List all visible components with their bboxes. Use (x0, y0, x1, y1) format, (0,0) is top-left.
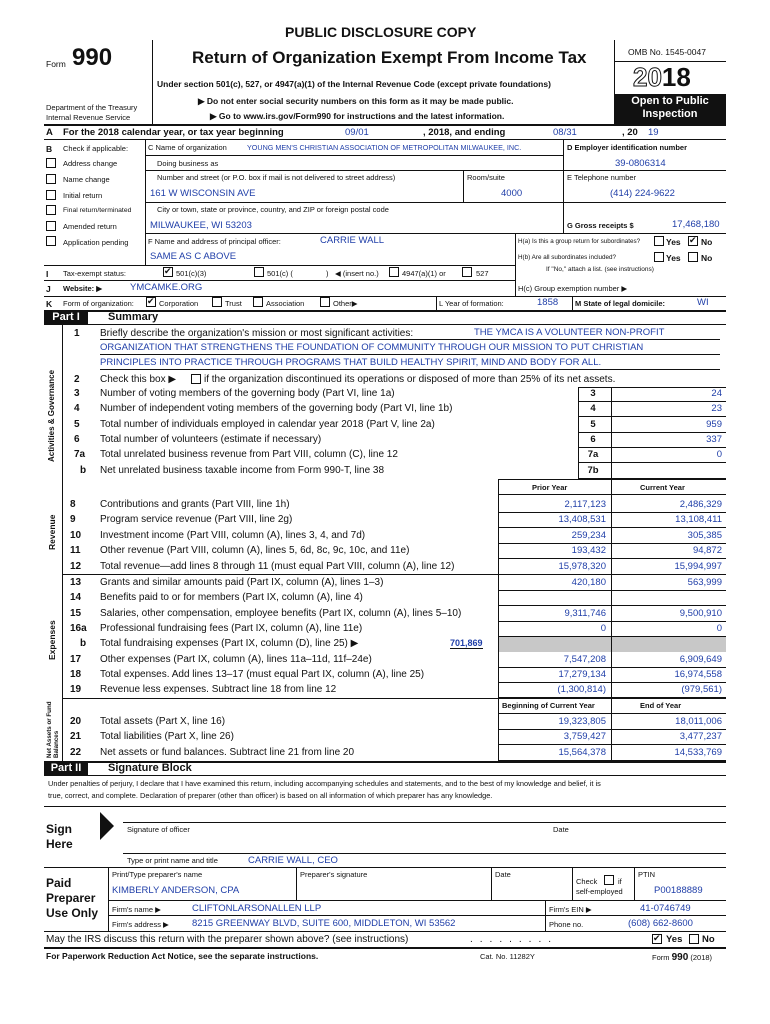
firm-ein[interactable]: 41-0746749 (640, 903, 691, 914)
name-change-label: Name change (63, 175, 110, 184)
expense-row-rule (498, 605, 726, 606)
gov-row-rule (578, 432, 726, 433)
discuss-no-checkbox[interactable] (689, 934, 699, 944)
revenue-row-rule (498, 543, 726, 544)
corporation-checkbox[interactable] (146, 297, 156, 307)
expense-current-value[interactable]: 0 (716, 623, 722, 634)
expense-prior-value[interactable]: 420,180 (571, 577, 606, 588)
expense-current-value[interactable]: 563,999 (687, 577, 722, 588)
expense-line-num: 18 (70, 669, 82, 680)
expense-line-num: 16a (70, 623, 87, 634)
expense-prior-value[interactable]: 0 (600, 623, 606, 634)
501c3-label: 501(c)(3) (176, 269, 207, 278)
city-label: City or town, state or province, country, and ZIP or foreign postal code (157, 205, 389, 214)
line-i-letter: I (46, 269, 49, 279)
footer-form-id: Form 990 (2018) (652, 952, 713, 963)
expense-current-value[interactable]: 9,500,910 (679, 608, 722, 619)
ha-no-label: No (701, 237, 713, 247)
hc-label: H(c) Group exemption number ▶ (518, 284, 628, 293)
gov-box-right-rule (611, 387, 612, 479)
year-outline: 20 (633, 62, 662, 92)
gov-line-box: 5 (590, 419, 596, 430)
hb-no-checkbox[interactable] (688, 252, 698, 262)
phone-no-label: Phone no. (549, 920, 584, 929)
org-name-label: C Name of organization (148, 143, 227, 152)
gov-row-rule (578, 416, 726, 417)
line-a-suffix: , 20 (622, 127, 638, 138)
hb-note: If "No," attach a list. (see instructions) (546, 266, 654, 273)
line16b-shade-prior (499, 637, 611, 652)
revenue-line-label: Contributions and grants (Part VIII, line 1h) (100, 499, 290, 510)
line16b-shade-current (612, 637, 726, 652)
firm-address-label: Firm's address ▶ (112, 920, 169, 929)
room-label: Room/suite (467, 173, 505, 182)
501c-label: 501(c) ( (267, 269, 293, 278)
line-a-mid: , 2018, and ending (423, 127, 506, 138)
initial-return-checkbox[interactable] (46, 190, 56, 200)
gov-line-num: b (80, 465, 87, 476)
gov-row-rule (578, 462, 726, 463)
cat-number: Cat. No. 11282Y (480, 952, 535, 961)
expense-line-num: 15 (70, 608, 82, 619)
gov-line-num: 5 (74, 419, 80, 430)
irs-discuss-question: May the IRS discuss this return with the preparer shown above? (see instructions) (46, 934, 409, 945)
org-name[interactable]: YOUNG MEN'S CHRISTIAN ASSOCIATION OF METROPOLITAN MILWAUKEE, INC. (247, 143, 522, 152)
tax-year-end-year[interactable]: 19 (648, 127, 659, 138)
expense-prior-value[interactable]: 17,279,134 (558, 669, 606, 680)
revenue-row-rule (498, 558, 726, 559)
gross-receipts-label: G Gross receipts $ (567, 221, 634, 230)
gross-receipts-value[interactable]: 17,468,180 (672, 219, 720, 230)
hb-no-label: No (701, 253, 713, 263)
revenue-line-num: 11 (70, 545, 81, 556)
website-value[interactable]: YMCAMKE.ORG (130, 282, 203, 293)
col-prior-year: Prior Year (532, 483, 568, 492)
preparer-phone[interactable]: (608) 662-8600 (628, 918, 693, 929)
expense-line-num: 14 (70, 592, 82, 603)
revenue-line-label: Total revenue—add lines 8 through 11 (must equal Part VIII, column (A), line 12) (100, 561, 455, 572)
net-assets-row-rule (498, 729, 726, 730)
gov-line-label: Total number of volunteers (estimate if necessary) (100, 434, 322, 445)
side-label-governance: Activities & Governance (47, 369, 56, 462)
gov-line-value[interactable]: 23 (711, 403, 722, 414)
line2-text: if the organization discontinued its operations or disposed of more than 25% of its net assets. (204, 374, 616, 385)
net-assets-line-num: 22 (70, 747, 82, 758)
gov-line-box: 7a (587, 449, 599, 460)
self-employed-check-label: Check (576, 877, 598, 886)
principal-officer-address[interactable]: SAME AS C ABOVE (150, 251, 237, 262)
revenue-line-label: Other revenue (Part VIII, column (A), lines 5, 6d, 8c, 9c, 10c, and 11e) (100, 545, 410, 556)
4947-label: 4947(a)(1) or (402, 269, 446, 278)
ha-label: H(a) Is this a group return for subordinates? (518, 238, 641, 245)
section-b-letter: B (46, 144, 53, 154)
year-solid: 18 (661, 62, 691, 92)
self-employed-checkbox[interactable] (604, 875, 614, 885)
final-return-label: Final return/terminated (63, 207, 132, 214)
street-label: Number and street (or P.O. box if mail is not delivered to street address) (157, 173, 396, 182)
revenue-prior-value[interactable]: 193,432 (571, 545, 606, 556)
line-a-label: For the 2018 calendar year, or tax year beginning (63, 127, 284, 138)
expense-line-label: Total fundraising expenses (Part IX, column (D), line 25) ▶ (100, 638, 359, 649)
final-return-checkbox[interactable] (46, 205, 56, 215)
other-label: Other▶ (333, 299, 358, 308)
officer-name-title[interactable]: CARRIE WALL, CEO (248, 855, 338, 866)
net-assets-line-label: Net assets or fund balances. Subtract line 21 from line 20 (100, 747, 355, 758)
hb-label: H(b) Are all subordinates included? (518, 254, 617, 261)
net-assets-row-rule (498, 744, 726, 745)
revenue-prior-value[interactable]: 2,117,123 (564, 499, 606, 510)
firm-name[interactable]: CLIFTONLARSONALLEN LLP (192, 903, 322, 914)
form-title: Return of Organization Exempt From Income Tax (192, 48, 587, 67)
firm-address[interactable]: 8215 GREENWAY BLVD, SUITE 600, MIDDLETON, WI 53562 (192, 918, 456, 929)
ssn-warning: ▶ Do not enter social security numbers on this form as it may be made public. (198, 96, 514, 106)
gov-box-top-rule (578, 387, 726, 388)
col-current-year: Current Year (640, 483, 685, 492)
expense-row-rule (498, 667, 726, 668)
signature-officer-label: Signature of officer (127, 825, 190, 834)
gov-line-box: 6 (590, 434, 596, 445)
amended-return-label: Amended return (63, 222, 117, 231)
gov-line-box: 3 (590, 388, 596, 399)
gov-line-num: 6 (74, 434, 80, 445)
omb-number: OMB No. 1545-0047 (628, 47, 706, 57)
discuss-yes-checkbox[interactable] (652, 934, 662, 944)
discuss-no-label: No (702, 934, 715, 945)
ein-value[interactable]: 39-0806314 (615, 158, 666, 169)
firm-name-label: Firm's name ▶ (112, 905, 161, 914)
gov-line-box: 4 (590, 403, 596, 414)
address-change-checkbox[interactable] (46, 158, 56, 168)
year-formation-label: L Year of formation: (439, 299, 504, 308)
preparer-sig-label: Preparer's signature (300, 870, 368, 879)
insert-no-label: (insert no.) (342, 269, 379, 278)
expense-row-rule (498, 682, 726, 683)
revenue-current-value[interactable]: 305,385 (687, 530, 722, 541)
line1-label: Briefly describe the organization's mission or most significant activities: (100, 328, 414, 339)
col-begin-year: Beginning of Current Year (502, 701, 595, 710)
expense-current-value[interactable]: (979,561) (681, 684, 722, 695)
year-formation-value[interactable]: 1858 (537, 297, 559, 308)
line-j-letter: J (46, 284, 51, 294)
amended-return-checkbox[interactable] (46, 221, 56, 231)
dba-label: Doing business as (157, 159, 219, 168)
expense-line-label: Total expenses. Add lines 13–17 (must equal Part IX, column (A), line 25) (100, 669, 425, 680)
mission-line-2[interactable]: ORGANIZATION THAT STRENGTHENS THE FOUNDATION OF COMMUNITY THROUGH OUR MISSION TO PUT CHRISTIAN (100, 342, 644, 353)
discuss-dots: ......... (470, 934, 559, 945)
revenue-line-num: 8 (70, 499, 76, 510)
expense-line-label: Benefits paid to or for members (Part IX, column (A), line 4) (100, 592, 363, 603)
net-assets-line-num: 20 (70, 716, 82, 727)
gov-box-left-rule (578, 387, 579, 479)
revenue-line-label: Program service revenue (Part VIII, line 2g) (100, 514, 293, 525)
discuss-yes-label: Yes (666, 934, 683, 945)
527-checkbox[interactable] (462, 267, 472, 277)
principal-officer-label: F Name and address of principal officer: (148, 237, 281, 246)
website-label: Website: ▶ (63, 284, 102, 293)
line-a-letter: A (46, 127, 53, 138)
public-disclosure-title: PUBLIC DISCLOSURE COPY (285, 24, 477, 40)
expense-prior-value[interactable]: 9,311,746 (564, 608, 606, 619)
part1-title: Summary (108, 311, 159, 323)
city-state-zip[interactable]: MILWAUKEE, WI 53203 (150, 220, 252, 231)
net-assets-current-value[interactable]: 18,011,006 (675, 716, 722, 727)
trust-label: Trust (225, 299, 242, 308)
tax-year-end[interactable]: 08/31 (553, 127, 577, 138)
preparer-label: Preparer (46, 891, 96, 905)
form-subtitle: Under section 501(c), 527, or 4947(a)(1) of the Internal Revenue Code (except private foundations) (157, 79, 551, 89)
use-only-label: Use Only (46, 906, 99, 920)
association-label: Association (266, 299, 305, 308)
part2-title: Signature Block (108, 762, 192, 774)
expense-line-num: 17 (70, 654, 82, 665)
telephone-label: E Telephone number (567, 173, 637, 182)
expense-line-label: Salaries, other compensation, employee benefits (Part IX, column (A), lines 5–10) (100, 608, 462, 619)
gov-line-label: Number of independent voting members of the governing body (Part VI, line 1b) (100, 403, 453, 414)
application-pending-label: Application pending (63, 238, 129, 247)
fundraising-16b-value[interactable]: 701,869 (450, 638, 483, 648)
gov-line-num: 7a (74, 449, 86, 460)
preparer-name[interactable]: KIMBERLY ANDERSON, CPA (112, 885, 240, 896)
discontinued-checkbox[interactable] (191, 374, 201, 384)
net-assets-prior-value[interactable]: 15,564,378 (558, 747, 606, 758)
4947-checkbox[interactable] (389, 267, 399, 277)
self-employed-if: if (618, 877, 622, 886)
expense-line-num: b (80, 638, 87, 649)
side-label-net-assets: Net Assets or Fund Balances (46, 701, 60, 758)
open-public-inspection: Open to Public Inspection (614, 94, 726, 124)
here-label: Here (46, 837, 73, 851)
perjury-line-2: true, correct, and complete. Declaration of preparer (other than officer) is based on all information of which preparer has any knowledge. (48, 791, 493, 800)
part1-tag: Part I (44, 311, 88, 324)
revenue-line-num: 9 (70, 514, 76, 525)
hb-yes-checkbox[interactable] (654, 252, 664, 262)
501c3-checkbox[interactable] (163, 267, 173, 277)
tax-exempt-label: Tax-exempt status: (63, 269, 126, 278)
ha-no-checkbox[interactable] (688, 236, 698, 246)
gov-line-label: Number of voting members of the governing body (Part VI, line 1a) (100, 388, 395, 399)
net-assets-current-value[interactable]: 3,477,237 (679, 731, 722, 742)
trust-checkbox[interactable] (212, 297, 222, 307)
gov-line-label: Net unrelated business taxable income from Form 990-T, line 38 (100, 465, 385, 476)
gov-line-value[interactable]: 24 (711, 388, 722, 399)
gov-line-value[interactable]: 0 (716, 449, 722, 460)
revenue-line-num: 10 (70, 530, 82, 541)
form-word: Form (46, 59, 66, 69)
state-domicile-label: M State of legal domicile: (575, 299, 666, 308)
501c-close: ) (326, 269, 329, 278)
name-change-checkbox[interactable] (46, 174, 56, 184)
signature-date-label: Date (553, 825, 569, 834)
revenue-row-rule (498, 512, 726, 513)
net-assets-line-label: Total liabilities (Part X, line 26) (100, 731, 234, 742)
application-pending-checkbox[interactable] (46, 236, 56, 246)
ha-yes-checkbox[interactable] (654, 236, 664, 246)
mission-line-1[interactable]: THE YMCA IS A VOLUNTEER NON-PROFIT (474, 327, 665, 338)
part2-tag: Part II (44, 762, 88, 775)
mission-line-3[interactable]: PRINCIPLES INTO PRACTICE THROUGH PROGRAMS THAT BUILD HEALTHY SPIRIT, MIND AND BODY FOR ALL. (100, 357, 602, 368)
corporation-label: Corporation (159, 299, 199, 308)
gov-row-rule (578, 401, 726, 402)
expense-line-label: Grants and similar amounts paid (Part IX, column (A), lines 1–3) (100, 577, 384, 588)
other-checkbox[interactable] (320, 297, 330, 307)
association-checkbox[interactable] (253, 297, 263, 307)
gov-line-num: 3 (74, 388, 80, 399)
side-label-revenue: Revenue (47, 514, 57, 550)
line1-num: 1 (74, 328, 80, 339)
tax-year-begin[interactable]: 09/01 (345, 127, 369, 138)
street-address[interactable]: 161 W WISCONSIN AVE (150, 188, 256, 199)
net-assets-current-value[interactable]: 14,533,769 (674, 747, 722, 758)
telephone-value[interactable]: (414) 224-9622 (610, 188, 675, 199)
paid-label: Paid (46, 876, 72, 890)
address-change-label: Address change (63, 159, 118, 168)
section-b-label: Check if applicable: (63, 144, 129, 153)
col-end-year: End of Year (640, 701, 682, 710)
expense-row-rule (498, 590, 726, 591)
gov-line-value[interactable]: 959 (706, 419, 722, 430)
paperwork-notice: For Paperwork Reduction Act Notice, see the separate instructions. (46, 951, 319, 961)
501c-checkbox[interactable] (254, 267, 264, 277)
room-suite[interactable]: 4000 (501, 188, 523, 199)
net-assets-prior-value[interactable]: 3,759,427 (563, 731, 606, 742)
revenue-current-value[interactable]: 94,872 (692, 545, 722, 556)
revenue-line-label: Investment income (Part VIII, column (A), lines 3, 4, and 7d) (100, 530, 366, 541)
expense-line-label: Revenue less expenses. Subtract line 18 from line 12 (100, 684, 337, 695)
expense-prior-value[interactable]: 7,547,208 (563, 654, 606, 665)
line-k-letter: K (46, 299, 53, 309)
expense-current-value[interactable]: 16,974,558 (674, 669, 722, 680)
net-assets-line-label: Total assets (Part X, line 16) (100, 716, 226, 727)
net-assets-prior-value[interactable]: 19,323,805 (558, 716, 606, 727)
hb-yes-label: Yes (666, 253, 681, 263)
line2-label: Check this box ▶ (100, 374, 177, 385)
gov-line-box: 7b (587, 465, 599, 476)
side-label-expenses: Expenses (47, 620, 57, 660)
sign-arrow-icon (100, 812, 116, 840)
expense-prior-value[interactable]: (1,300,814) (557, 684, 606, 695)
revenue-row-rule (498, 527, 726, 528)
firm-ein-label: Firm's EIN ▶ (549, 905, 592, 914)
gov-line-num: 4 (74, 403, 80, 414)
principal-officer-name[interactable]: CARRIE WALL (320, 235, 385, 246)
form-number: 990 (72, 44, 113, 71)
gov-line-label: Total unrelated business revenue from Part VIII, column (C), line 12 (100, 449, 398, 460)
revenue-prior-value[interactable]: 13,408,531 (558, 514, 606, 525)
perjury-line-1: Under penalties of perjury, I declare that I have examined this return, including accompanying schedules and statements, and to the best of my knowledge and belief, it is (48, 779, 601, 788)
revenue-current-value[interactable]: 15,994,997 (674, 561, 722, 572)
sign-label: Sign (46, 822, 72, 836)
ha-yes-label: Yes (666, 237, 681, 247)
expense-line-label: Professional fundraising fees (Part IX, column (A), line 11e) (100, 623, 363, 634)
expense-line-label: Other expenses (Part IX, column (A), lines 11a–11d, 11f–24e) (100, 654, 372, 665)
ein-label: D Employer identification number (567, 143, 688, 152)
revenue-prior-value[interactable]: 259,234 (571, 530, 606, 541)
preparer-date-label: Date (495, 870, 511, 879)
line2-num: 2 (74, 374, 80, 385)
gov-line-value[interactable]: 337 (706, 434, 722, 445)
form-org-label: Form of organization: (63, 299, 134, 308)
state-domicile-value[interactable]: WI (697, 297, 709, 308)
gov-row-rule (578, 447, 726, 448)
initial-return-label: Initial return (63, 191, 103, 200)
ptin-value[interactable]: P00188889 (654, 885, 703, 896)
expense-current-value[interactable]: 6,909,649 (679, 654, 722, 665)
gov-line-label: Total number of individuals employed in calendar year 2018 (Part V, line 2a) (100, 419, 435, 430)
irs-label: Internal Revenue Service (46, 113, 131, 122)
revenue-prior-value[interactable]: 15,978,320 (558, 561, 606, 572)
dept-treasury: Department of the Treasury (46, 103, 138, 112)
ptin-label: PTIN (638, 870, 656, 879)
expense-row-rule (498, 621, 726, 622)
preparer-name-label: Print/Type preparer's name (112, 870, 203, 879)
instructions-link[interactable]: ▶ Go to www.irs.gov/Form990 for instructions and the latest information. (210, 111, 505, 121)
revenue-current-value[interactable]: 2,486,329 (679, 499, 722, 510)
expense-line-num: 13 (70, 577, 82, 588)
expense-line-num: 19 (70, 684, 82, 695)
self-employed-label: self-employed (576, 887, 623, 896)
net-assets-line-num: 21 (70, 731, 82, 742)
revenue-line-num: 12 (70, 561, 82, 572)
527-label: 527 (476, 269, 489, 278)
revenue-current-value[interactable]: 13,108,411 (675, 514, 722, 525)
type-name-label: Type or print name and title (127, 856, 218, 865)
